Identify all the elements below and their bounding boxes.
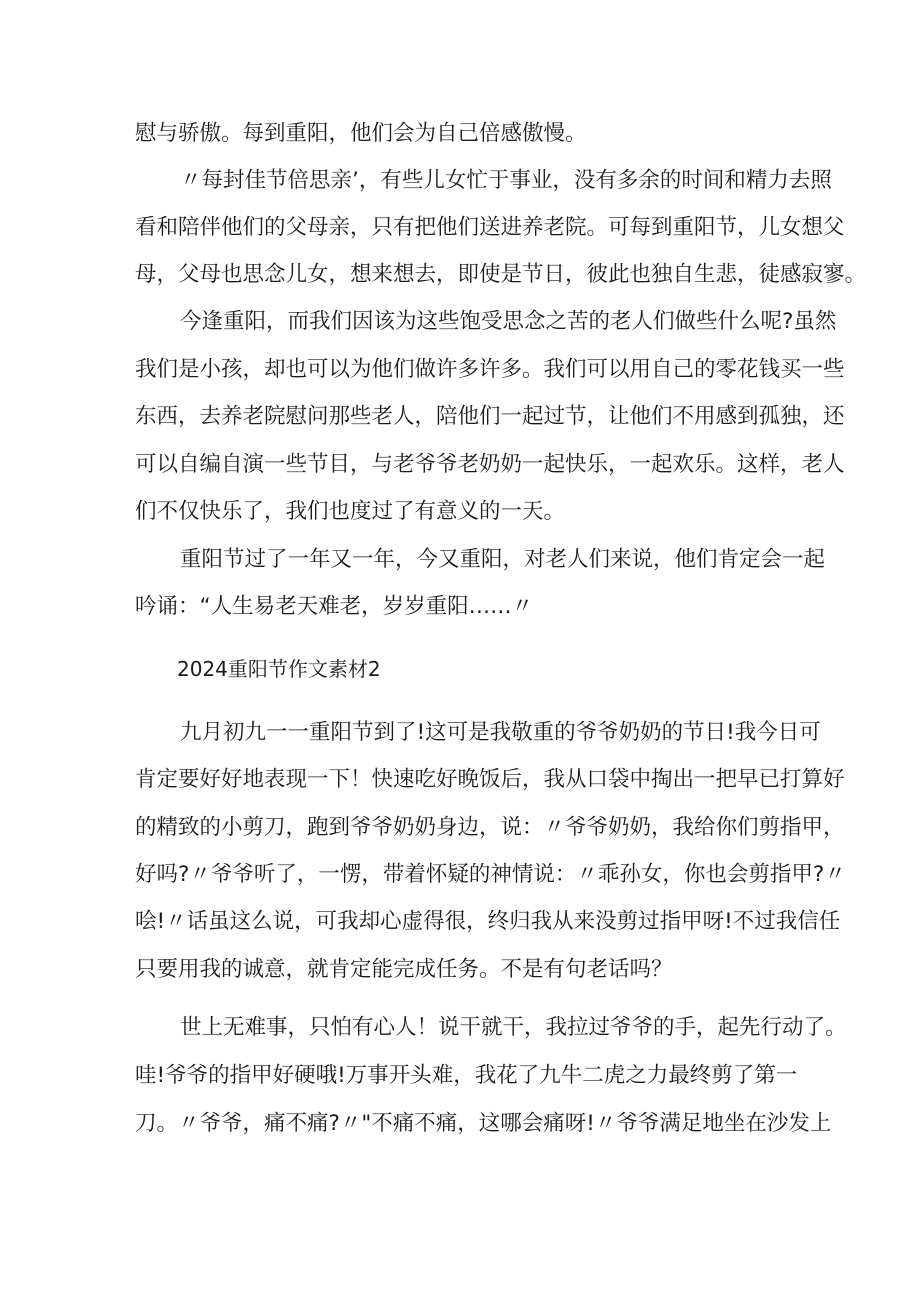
text-line: 慰与骄傲。每到重阳，他们会为自己倍感傲慢。 <box>135 121 587 146</box>
text-line: 今逢重阳，而我们因该为这些饱受思念之苦的老人们做些什么呢?虽然 <box>180 309 837 334</box>
text-line: 哇!爷爷的指甲好硬哦!万事开头难，我花了九牛二虎之力最终剪了第一 <box>135 1063 798 1088</box>
text-line: 九月初九一一重阳节到了!这可是我敬重的爷爷奶奶的节日!我今日可 <box>180 720 821 745</box>
text-line: 东西，去养老院慰问那些老人，陪他们一起过节，让他们不用感到孤独，还 <box>135 404 845 429</box>
text-line: 我们是小孩，却也可以为他们做许多许多。我们可以用自己的零花钱买一些 <box>135 357 845 382</box>
text-line: 看和陪伴他们的父母亲，只有把他们送进养老院。可每到重阳节，儿女想父 <box>135 215 845 240</box>
text-line: 哙!〃话虽这么说，可我却心虚得很，终归我从来没剪过指甲呀!不过我信任 <box>135 909 841 934</box>
section-heading: 2024重阳节作文素材2 <box>177 657 381 681</box>
text-line: 〃每封佳节倍思亲’，有些儿女忙于事业，没有多余的时间和精力去照 <box>180 168 832 193</box>
text-line: 们不仅快乐了，我们也度过了有意义的一天。 <box>135 499 566 524</box>
text-line: 刀。〃爷爷，痛不痛?〃"不痛不痛，这哪会痛呀!〃爷爷满足地坐在沙发上 <box>135 1111 832 1136</box>
text-line: 只要用我的诚意，就肯定能完成任务。不是有句老话吗？ <box>135 957 673 982</box>
text-line: 好吗?〃爷爷听了，一愣，带着怀疑的神情说：〃乖孙女，你也会剪指甲?〃 <box>135 862 846 887</box>
text-line: 重阳节过了一年又一年，今又重阳，对老人们来说，他们肯定会一起 <box>180 547 826 572</box>
text-line: 肯定要好好地表现一下！快速吃好晚饭后，我从口袋中掏出一把早已打算好 <box>135 767 845 792</box>
text-line: 可以自编自演一些节目，与老爷爷老奶奶一起快乐，一起欢乐。这样，老人 <box>135 452 845 477</box>
text-line: 的精致的小剪刀，跑到爷爷奶奶身边，说：〃爷爷奶奶，我给你们剪指甲， <box>135 815 845 840</box>
text-line: 吟诵：“人生易老天难老，岁岁重阳……〃 <box>135 594 534 619</box>
text-line: 世上无难事，只怕有心人！说干就干，我拉过爷爷的手，起先行动了。 <box>180 1015 847 1040</box>
text-line: 母，父母也思念儿女，想来想去，即使是节日，彼此也独自生悲，徒感寂寥。 <box>135 262 867 287</box>
